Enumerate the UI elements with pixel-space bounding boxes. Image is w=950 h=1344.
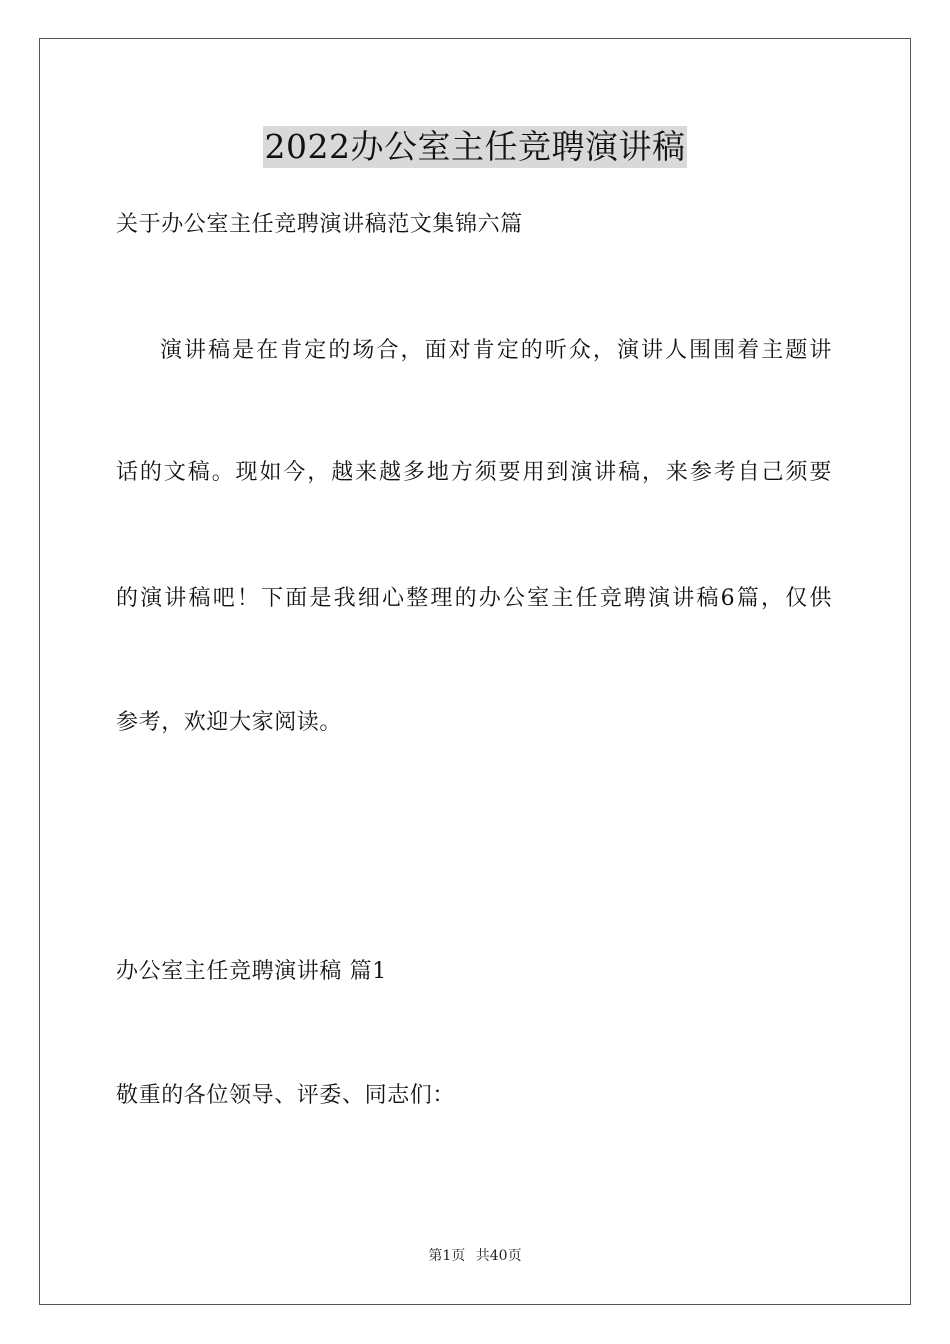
intro-line-2: 话的文稿。现如今，越来越多地方须要用到演讲稿，来参考自己须要 xyxy=(116,460,832,485)
page-footer xyxy=(0,1246,950,1266)
page-number-current: 第1页 xyxy=(428,1248,466,1264)
intro-line-4: 参考，欢迎大家阅读。 xyxy=(116,710,343,735)
page-number-total: 共40页 xyxy=(475,1248,522,1264)
document-subtitle: 关于办公室主任竞聘演讲稿范文集锦六篇 xyxy=(116,212,523,237)
intro-line-3: 的演讲稿吧！下面是我细心整理的办公室主任竞聘演讲稿6篇，仅供 xyxy=(116,586,832,611)
salutation: 敬重的各位领导、评委、同志们： xyxy=(116,1083,456,1108)
title-container xyxy=(0,126,950,168)
document-title: 2022办公室主任竞聘演讲稿 xyxy=(264,127,686,166)
intro-line-1: 演讲稿是在肯定的场合，面对肯定的听众，演讲人围围着主题讲 xyxy=(160,338,832,363)
section-heading: 办公室主任竞聘演讲稿 篇1 xyxy=(116,959,387,984)
